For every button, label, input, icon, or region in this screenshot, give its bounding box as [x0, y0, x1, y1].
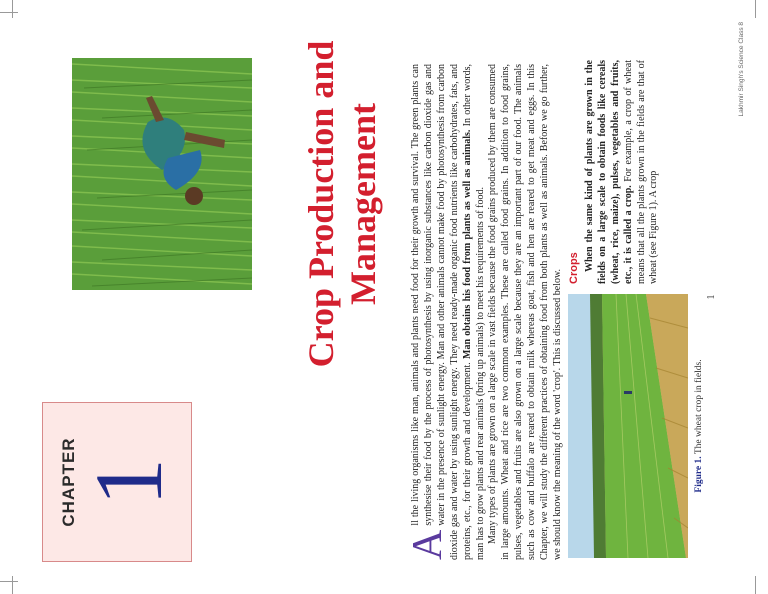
crop-mark [755, 0, 756, 18]
chapter-title-line-1: Crop Production and [301, 40, 341, 368]
intro-text [405, 64, 565, 560]
crop-mark [0, 581, 18, 582]
crop-mark [0, 12, 18, 13]
chapter-title [300, 24, 384, 384]
farmer-in-field-illustration [72, 58, 252, 290]
intro-paragraph-1 [405, 64, 487, 560]
crops-heading: Crops [568, 252, 580, 284]
drop-cap: A [405, 529, 451, 560]
crop-mark [755, 576, 756, 594]
chapter-title-line-2: Management [343, 103, 383, 305]
crops-section [568, 60, 661, 284]
wheat-field-illustration [568, 294, 688, 558]
intro-p1-tail: In other words, man has to grow plants and rear animals (bring up animals) to meet his requirements of food. [461, 64, 486, 560]
crops-paragraph [584, 60, 661, 284]
chapter-label: CHAPTER [59, 437, 78, 527]
crop-mark [12, 0, 13, 18]
figure-caption-text: The wheat crop in fields. [694, 359, 704, 455]
figure-label: Figure 1. [694, 456, 704, 493]
intro-p1-text: ll the living organisms like man, animals and plants need food for their growth and survival. The green plants can synthesise their food by the process of photosynthesis by using inorganic substances like carbon dioxide gas and water in the presence of sunlight energy. Man and other animals cannot make food by photosynthesis from carbon dioxide gas and water by using sunlight energy. They need ready-made organic food nutrients like carbohydrates, fats, and proteins, etc., for their growth and development. [410, 64, 473, 560]
intro-paragraph-2: Many types of plants are grown on a large scale in vast fields because the food grains produced by them are consumed in large amounts. Wheat and rice are two common examples. These are called food grains. In addition to food grains, pulses, vegetables and fruits are also grown on a large scale because they are an important part of our food. The animals such as cow and buffalo are reared to obtain milk whereas goat, fish and hen are reared to get meat and eggs. In this Chapter, we will study the different practices of obtaining food from both plants as well as animals. Before we go further, we should know the meaning of the word 'crop'. This is discussed below. [487, 64, 563, 560]
crop-definition: When the same kind of plants are grown in the fields on a large scale to obtain foods like cereals (wheat, rice, maize), pulses, vegetables and fruits, etc., it is called a crop. [583, 60, 634, 284]
page-number: 1 [706, 294, 717, 300]
crop-mark [12, 576, 13, 594]
chapter-number: 1 [75, 458, 182, 506]
figure-1 [568, 294, 704, 558]
copyright-line: Lakhmir Singh's Science Class 8 [738, 22, 745, 117]
farmer-in-field-photo [72, 58, 252, 290]
wheat-field-photo [568, 294, 688, 558]
intro-p1-bold: Man obtains his food from plants as well as animals. [461, 129, 473, 359]
chapter-badge [42, 402, 192, 562]
crops-text: For example, a crop of wheat means that all the plants grown in the fields are that of wheat (see Figure 1). A crop [622, 60, 660, 284]
figure-caption [694, 294, 704, 558]
